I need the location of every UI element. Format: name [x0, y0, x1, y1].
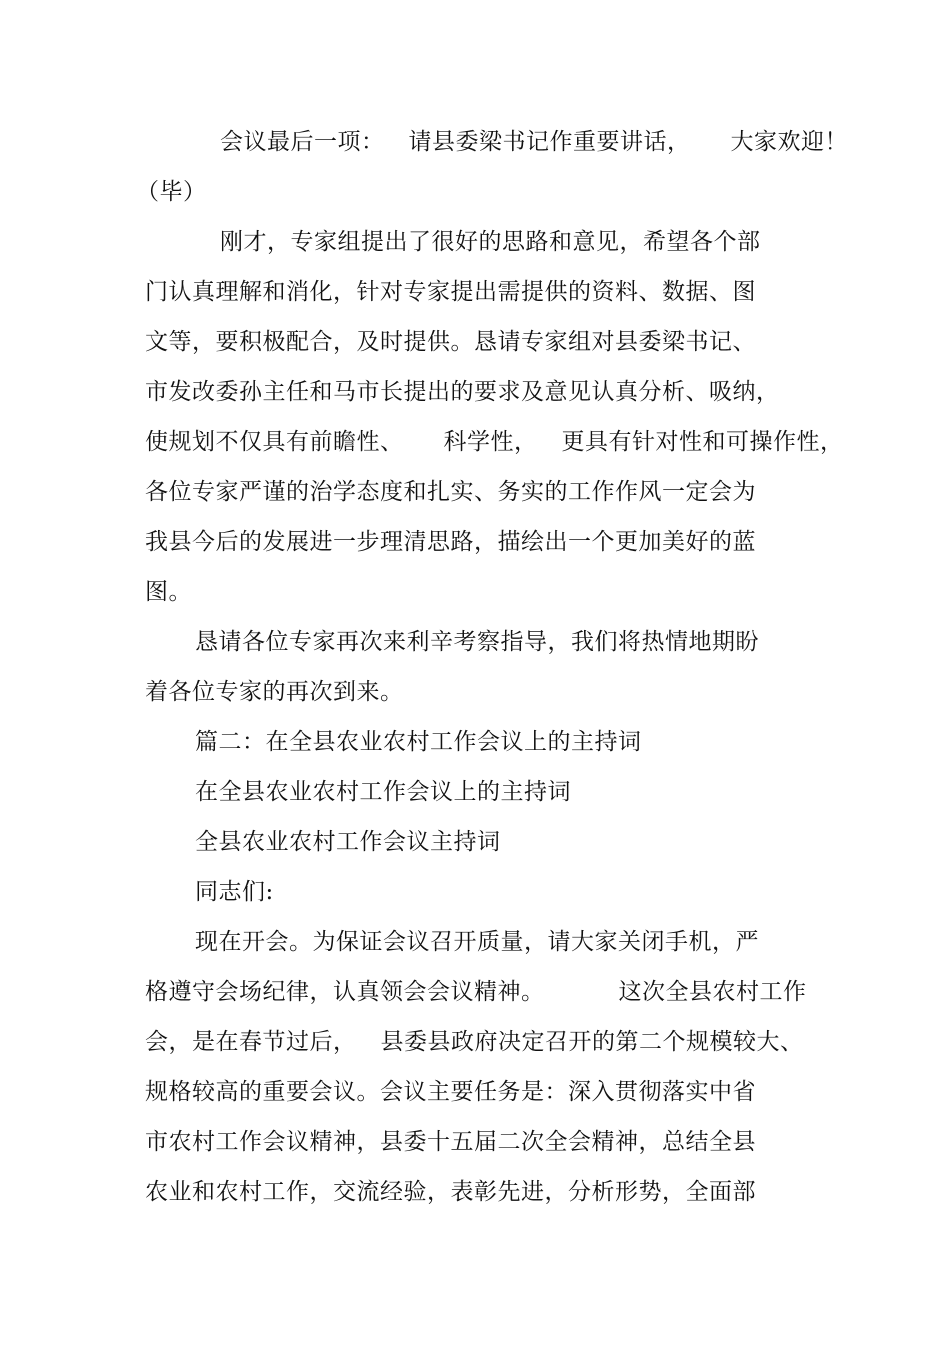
- paragraph-line: 着各位专家的再次到来。: [145, 679, 404, 705]
- salutation: 同志们:: [195, 879, 274, 905]
- paragraph-line: [145, 1027, 804, 1057]
- document-title: 在全县农业农村工作会议上的主持词: [195, 779, 571, 805]
- text-segment: 会，是在春节过后，: [145, 1029, 357, 1055]
- paragraph-line: 市农村工作会议精神，县委十五届二次全会精神，总结全县: [145, 1129, 756, 1155]
- paragraph-line: 刚才，专家组提出了很好的思路和意见，希望各个部: [220, 229, 761, 255]
- text-segment: 科学性，: [443, 429, 538, 455]
- paragraph-closing-line-1: [220, 127, 848, 157]
- paragraph-line: 文等，要积极配合，及时提供。恳请专家组对县委梁书记、: [145, 329, 756, 355]
- text-segment: 这次全县农村工作: [618, 979, 807, 1005]
- paragraph-line: 农业和农村工作，交流经验，表彰先进，分析形势，全面部: [145, 1179, 756, 1205]
- text-segment: 格遵守会场纪律，认真领会会议精神。: [145, 979, 545, 1005]
- paragraph-line: 市发改委孙主任和马市长提出的要求及意见认真分析、吸纳，: [145, 379, 780, 405]
- text-segment: （毕）: [136, 179, 207, 205]
- document-subtitle: 全县农业农村工作会议主持词: [195, 829, 501, 855]
- paragraph-line: 恳请各位专家再次来利辛考察指导，我们将热情地期盼: [195, 629, 759, 655]
- section-heading: 篇二：在全县农业农村工作会议上的主持词: [195, 729, 642, 755]
- paragraph-line: 各位专家严谨的治学态度和扎实、务实的工作作风一定会为: [145, 479, 756, 505]
- text-segment: 大家欢迎！: [730, 129, 848, 155]
- paragraph-line: 门认真理解和消化，针对专家提出需提供的资料、数据、图: [145, 279, 756, 305]
- paragraph-line: 图。: [145, 579, 192, 605]
- text-segment: 请县委梁书记作重要讲话，: [408, 129, 691, 155]
- paragraph-line: [145, 977, 807, 1007]
- paragraph-line: 现在开会。为保证会议召开质量，请大家关闭手机，严: [195, 929, 759, 955]
- paragraph-line: 规格较高的重要会议。会议主要任务是：深入贯彻落实中省: [145, 1079, 756, 1105]
- paragraph-closing-line-2: [136, 177, 207, 207]
- text-segment: 会议最后一项：: [220, 129, 385, 155]
- paragraph-line: 我县今后的发展进一步理清思路，描绘出一个更加美好的蓝: [145, 529, 756, 555]
- text-segment: 县委县政府决定召开的第二个规模较大、: [380, 1029, 804, 1055]
- paragraph-line: [145, 427, 844, 457]
- text-segment: 使规划不仅具有前瞻性、: [145, 429, 404, 455]
- text-segment: 更具有针对性和可操作性，: [561, 429, 844, 455]
